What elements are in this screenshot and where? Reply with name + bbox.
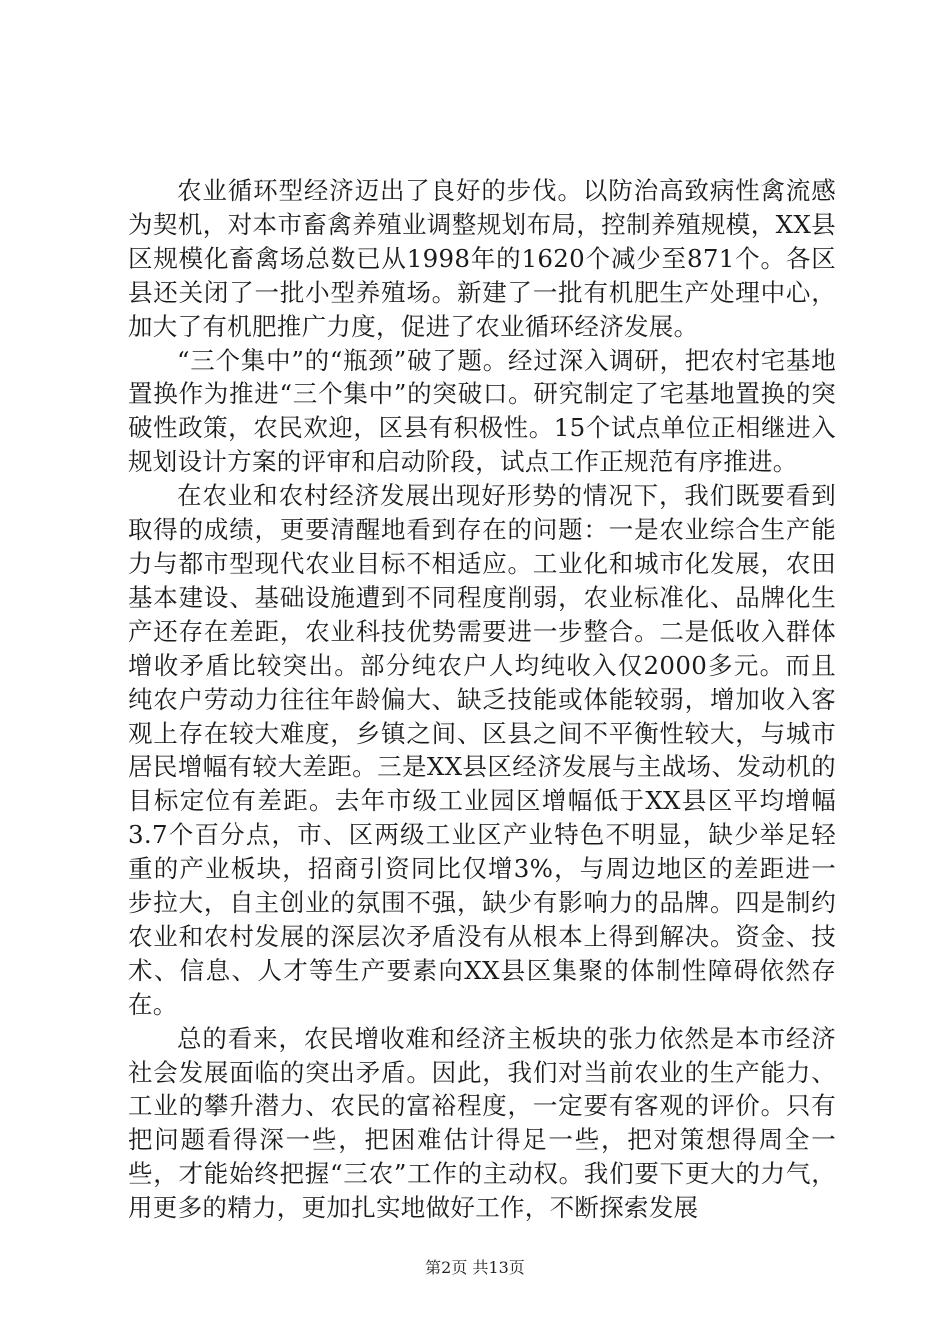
paragraph-three-concentrations: “三个集中”的“瓶颈”破了题。经过深入调研，把农村宅基地置换作为推进“三个集中”的突破口。研究制定了宅基地置换的突破性政策，农民欢迎，区县有积极性。15个试点单位正相继进入规划设计方案的评审和启动阶段，试点工作正规范有序推进。 bbox=[128, 345, 836, 477]
paragraph-overall-view: 总的看来，农民增收难和经济主板块的张力依然是本市经济社会发展面临的突出矛盾。因此，我们对当前农业的生产能力、工业的攀升潜力、农民的富裕程度，一定要有客观的评价。只有把问题看得深一些，把困难估计得足一些，把对策想得周全一些，才能始终把握“三农”工作的主动权。我们要下更大的力气，用更多的精力，更加扎实地做好工作，不断探索发展 bbox=[128, 1023, 836, 1223]
page-number-footer: 第2页 共13页 bbox=[425, 1258, 525, 1277]
document-body bbox=[128, 174, 836, 1225]
paragraph-existing-problems: 在农业和农村经济发展出现好形势的情况下，我们既要看到取得的成绩，更要清醒地看到存在的问题：一是农业综合生产能力与都市型现代农业目标不相适应。工业化和城市化发展，农田基本建设、基础设施遭到不同程度削弱，农业标准化、品牌化生产还存在差距，农业科技优势需要进一步整合。二是低收入群体增收矛盾比较突出。部分纯农户人均纯收入仅2000多元。而且纯农户劳动力往往年龄偏大、缺乏技能或体能较弱，增加收入客观上存在较大难度，乡镇之间、区县之间不平衡性较大，与城市居民增幅有较大差距。三是XX县区经济发展与主战场、发动机的目标定位有差距。去年市级工业园区增幅低于XX县区平均增幅3.7个百分点，市、区两级工业区产业特色不明显，缺少举足轻重的产业板块，招商引资同比仅增3%，与周边地区的差距进一步拉大，自主创业的氛围不强，缺少有影响力的品牌。四是制约农业和农村发展的深层次矛盾没有从根本上得到解决。资金、技术、信息、人才等生产要素向XX县区集聚的体制性障碍依然存在。 bbox=[128, 481, 836, 1019]
paragraph-circular-economy: 农业循环型经济迈出了良好的步伐。以防治高致病性禽流感为契机，对本市畜禽养殖业调整规划布局，控制养殖规模，XX县区规模化畜禽场总数已从1998年的1620个减少至871个。各区县还关闭了一批小型养殖场。新建了一批有机肥生产处理中心，加大了有机肥推广力度，促进了农业循环经济发展。 bbox=[128, 176, 836, 341]
